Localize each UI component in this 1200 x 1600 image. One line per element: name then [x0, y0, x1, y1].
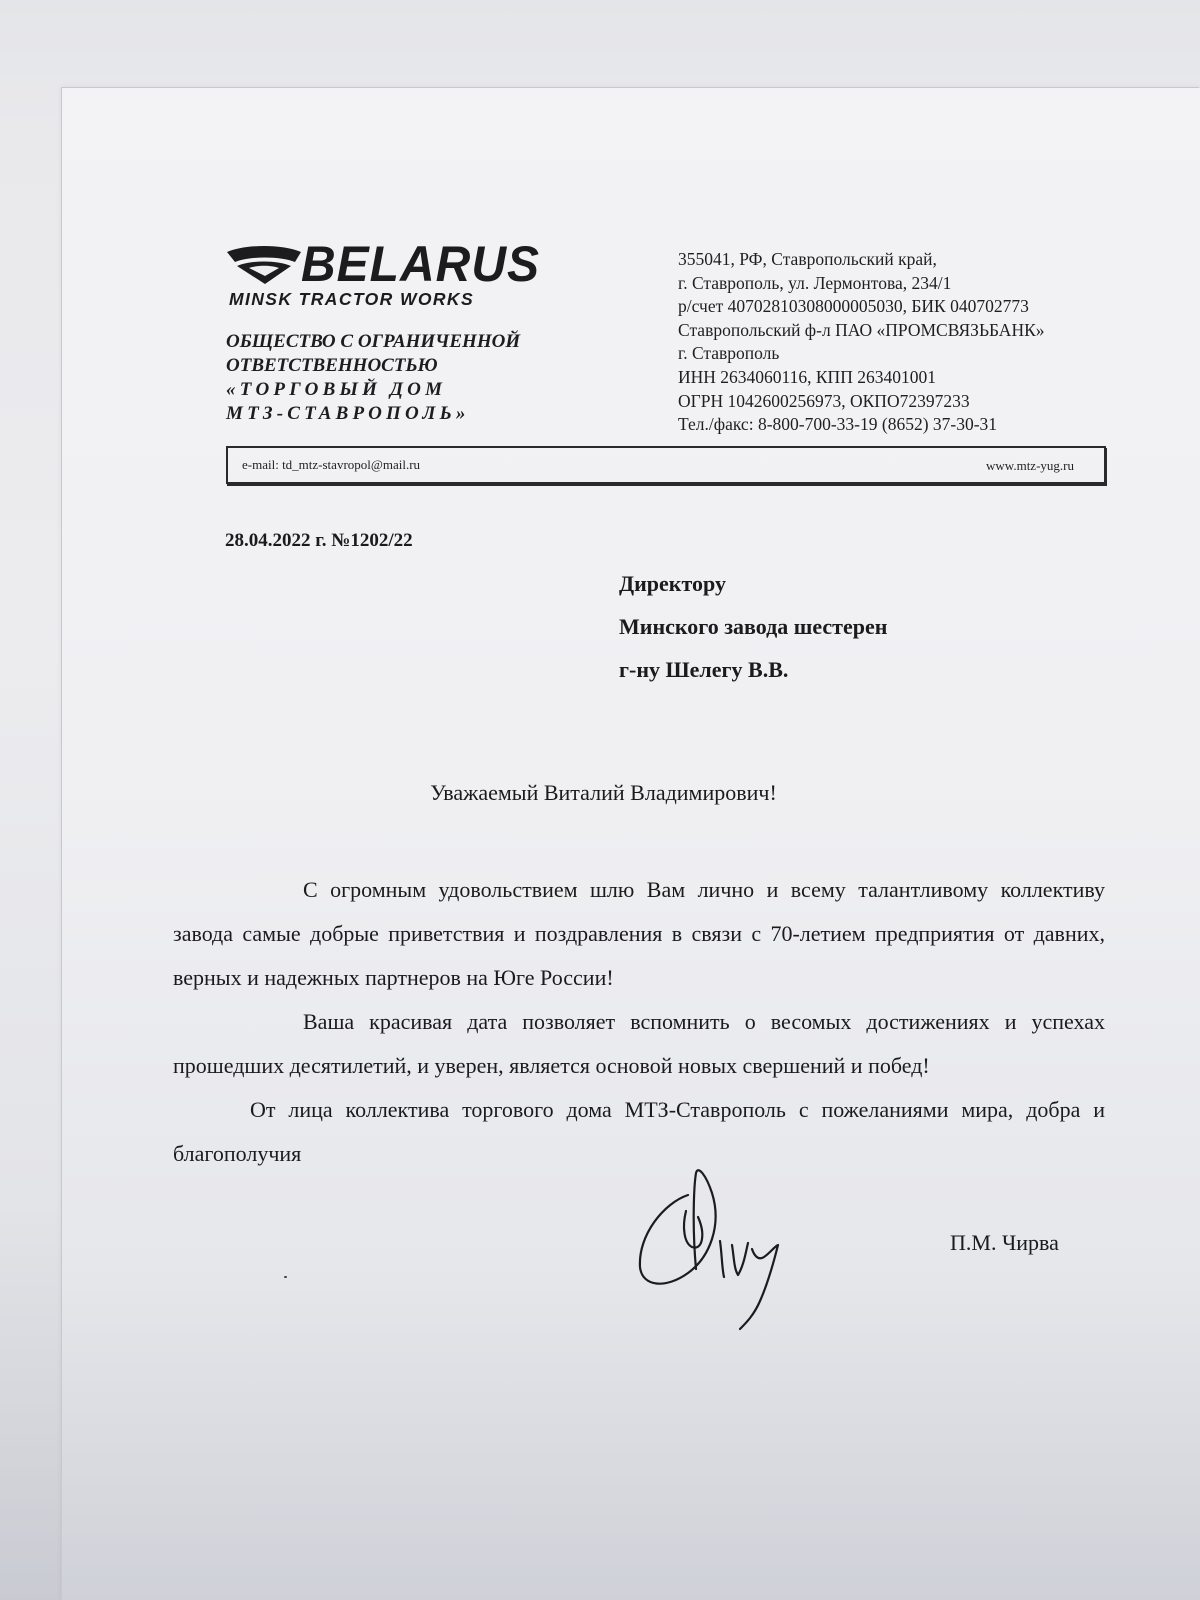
belarus-logo	[225, 237, 541, 314]
letter-date-number: 28.04.2022 г. №1202/22	[225, 530, 413, 551]
belarus-swoosh-icon	[225, 244, 303, 288]
logo-subtitle: MINSK TRACTOR WORKS	[229, 289, 475, 309]
company-name-line: ОТВЕТСТВЕННОСТЬЮ	[226, 355, 438, 376]
addressee-block	[619, 562, 887, 691]
company-name-line: МТЗ-СТАВРОПОЛЬ»	[226, 403, 470, 424]
requisite-line: г. Ставрополь, ул. Лермонтова, 234/1	[678, 272, 952, 293]
salutation: Уважаемый Виталий Владимирович!	[430, 780, 777, 805]
requisite-line: г. Ставрополь	[678, 343, 780, 364]
requisite-line: ИНН 2634060116, КПП 263401001	[678, 366, 936, 387]
handwritten-signature	[636, 1165, 796, 1335]
signer-name: П.М. Чирва	[950, 1230, 1059, 1255]
letter-body	[173, 868, 1105, 1176]
addressee-line: г-ну Шелегу В.В.	[619, 657, 789, 682]
requisite-line: р/счет 40702810308000005030, БИК 040702773	[678, 296, 1029, 317]
company-name	[226, 330, 520, 426]
body-paragraph: С огромным удовольствием шлю Вам лично и всему талантливому коллективу завода самые добрые приветствия и поздравления в связи с 70-летием предприятия от давних, верных и надежных партнеров на Юге России!	[173, 877, 1105, 990]
body-paragraph: Ваша красивая дата позволяет вспомнить о весомых достижениях и успехах прошедших десятилетий, и уверен, является основой новых свершений и побед!	[173, 1009, 1105, 1078]
contact-bar	[226, 446, 1106, 484]
addressee-line: Директору	[619, 571, 726, 596]
company-name-line: «ТОРГОВЫЙ ДОМ	[226, 379, 447, 400]
email-text: e-mail: td_mtz-stavropol@mail.ru	[242, 457, 421, 472]
body-paragraph: От лица коллектива торгового дома МТЗ-Ставрополь с пожеланиями мира, добра и благополучия	[173, 1097, 1105, 1166]
company-name-line: ОБЩЕСТВО С ОГРАНИЧЕННОЙ	[226, 331, 521, 352]
paper-speck	[284, 1276, 287, 1278]
requisite-line: 355041, РФ, Ставропольский край,	[678, 249, 937, 269]
requisite-line: Тел./факс: 8-800-700-33-19 (8652) 37-30-31	[678, 414, 998, 435]
company-requisites	[678, 248, 1045, 437]
addressee-line: Минского завода шестерен	[619, 614, 888, 639]
requisite-line: ОГРН 1042600256973, ОКПО72397233	[678, 390, 970, 411]
logo-brand-text: BELARUS	[301, 237, 541, 293]
website-text: www.mtz-yug.ru	[986, 458, 1074, 473]
requisite-line: Ставропольский ф-л ПАО «ПРОМСВЯЗЬБАНК»	[678, 319, 1045, 340]
